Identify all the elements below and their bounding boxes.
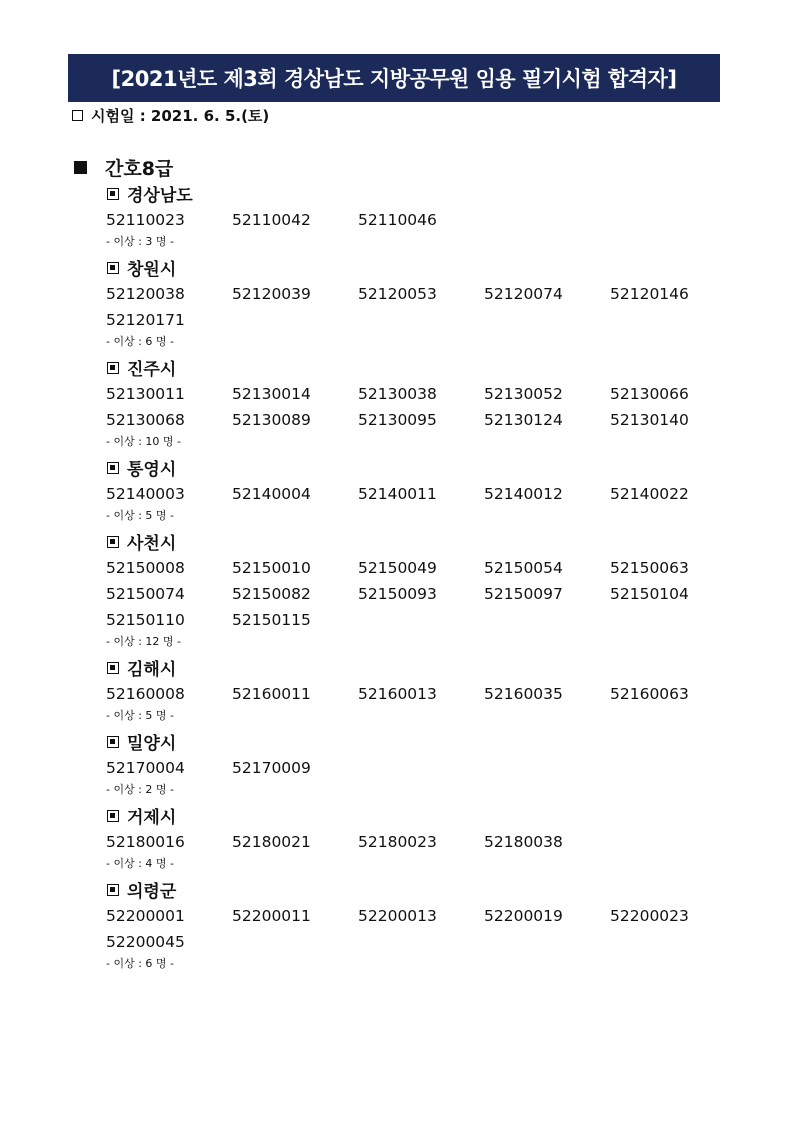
candidate-number: 52170009 — [232, 759, 311, 777]
boxed-square-icon — [107, 736, 119, 748]
candidate-number-grid — [106, 481, 746, 507]
candidate-number: 52130089 — [232, 411, 311, 429]
candidate-number: 52150097 — [484, 585, 563, 603]
region-section — [106, 654, 746, 728]
filled-square-icon — [74, 161, 87, 174]
candidate-number: 52170004 — [106, 759, 185, 777]
candidate-number: 52150063 — [610, 559, 689, 577]
region-count: - 이상 : 2 명 - — [106, 783, 175, 796]
candidate-number-grid — [106, 681, 746, 707]
candidate-number: 52140012 — [484, 485, 563, 503]
candidate-number: 52200011 — [232, 907, 311, 925]
region-name: 통영시 — [127, 460, 177, 480]
region-count: - 이상 : 10 명 - — [106, 435, 182, 448]
exam-date-text: 시험일 : 2021. 6. 5.(토) — [91, 107, 270, 125]
candidate-number: 52140003 — [106, 485, 185, 503]
boxed-square-icon — [107, 262, 119, 274]
candidate-number-grid — [106, 555, 746, 633]
candidate-number: 52200023 — [610, 907, 689, 925]
candidate-number-grid — [106, 381, 746, 433]
candidate-number: 52150104 — [610, 585, 689, 603]
candidate-number: 52120039 — [232, 285, 311, 303]
region-heading — [106, 654, 746, 681]
candidate-number: 52130014 — [232, 385, 311, 403]
candidate-number: 52160035 — [484, 685, 563, 703]
candidate-number: 52110042 — [232, 211, 311, 229]
candidate-number: 52200001 — [106, 907, 185, 925]
candidate-number-grid — [106, 829, 746, 855]
candidate-number: 52150008 — [106, 559, 185, 577]
candidate-number: 52140011 — [358, 485, 437, 503]
candidate-number: 52150110 — [106, 611, 185, 629]
region-heading — [106, 876, 746, 903]
region-count: - 이상 : 6 명 - — [106, 957, 175, 970]
candidate-number: 52130066 — [610, 385, 689, 403]
candidate-number: 52200045 — [106, 933, 185, 951]
candidate-number: 52180038 — [484, 833, 563, 851]
region-name: 밀양시 — [127, 734, 177, 754]
candidate-number: 52200019 — [484, 907, 563, 925]
region-heading — [106, 802, 746, 829]
region-name: 경상남도 — [127, 186, 193, 206]
candidate-number: 52120146 — [610, 285, 689, 303]
candidate-number: 52150054 — [484, 559, 563, 577]
title-banner — [68, 54, 720, 102]
candidate-number: 52160063 — [610, 685, 689, 703]
candidate-number: 52180016 — [106, 833, 185, 851]
region-heading — [106, 728, 746, 755]
candidate-number: 52160013 — [358, 685, 437, 703]
candidate-number: 52160011 — [232, 685, 311, 703]
region-section — [106, 454, 746, 528]
region-section — [106, 354, 746, 454]
region-count: - 이상 : 3 명 - — [106, 235, 175, 248]
candidate-number: 52180021 — [232, 833, 311, 851]
region-count: - 이상 : 6 명 - — [106, 335, 175, 348]
category-label: 간호8급 — [105, 158, 174, 180]
candidate-number: 52130140 — [610, 411, 689, 429]
region-list — [106, 180, 746, 976]
candidate-number: 52130011 — [106, 385, 185, 403]
region-count: - 이상 : 4 명 - — [106, 857, 175, 870]
candidate-number: 52110023 — [106, 211, 185, 229]
candidate-number: 52120171 — [106, 311, 185, 329]
candidate-number: 52150093 — [358, 585, 437, 603]
region-name: 사천시 — [127, 534, 177, 554]
candidate-number: 52150074 — [106, 585, 185, 603]
region-heading — [106, 354, 746, 381]
region-name: 거제시 — [127, 808, 177, 828]
region-section — [106, 180, 746, 254]
candidate-number: 52160008 — [106, 685, 185, 703]
region-count: - 이상 : 12 명 - — [106, 635, 182, 648]
region-section — [106, 254, 746, 354]
region-name: 김해시 — [127, 660, 177, 680]
boxed-square-icon — [107, 810, 119, 822]
boxed-square-icon — [107, 462, 119, 474]
region-name: 의령군 — [127, 882, 177, 902]
region-section — [106, 876, 746, 976]
candidate-number-grid — [106, 281, 746, 333]
boxed-square-icon — [107, 536, 119, 548]
candidate-number: 52140022 — [610, 485, 689, 503]
region-name: 진주시 — [127, 360, 177, 380]
candidate-number: 52130052 — [484, 385, 563, 403]
region-heading — [106, 454, 746, 481]
candidate-number-grid — [106, 903, 746, 955]
region-name: 창원시 — [127, 260, 177, 280]
region-section — [106, 528, 746, 654]
candidate-number: 52150049 — [358, 559, 437, 577]
boxed-square-icon — [107, 662, 119, 674]
candidate-number: 52130124 — [484, 411, 563, 429]
candidate-number: 52130095 — [358, 411, 437, 429]
region-section — [106, 802, 746, 876]
candidate-number: 52140004 — [232, 485, 311, 503]
candidate-number-grid — [106, 207, 746, 233]
page-title: [2021년도 제3회 경상남도 지방공무원 임용 필기시험 합격자] — [111, 67, 677, 91]
category-heading — [74, 154, 173, 181]
candidate-number: 52110046 — [358, 211, 437, 229]
candidate-number: 52120038 — [106, 285, 185, 303]
candidate-number: 52120053 — [358, 285, 437, 303]
candidate-number: 52130068 — [106, 411, 185, 429]
candidate-number: 52150115 — [232, 611, 311, 629]
region-heading — [106, 180, 746, 207]
candidate-number-grid — [106, 755, 746, 781]
boxed-square-icon — [107, 362, 119, 374]
region-section — [106, 728, 746, 802]
region-heading — [106, 254, 746, 281]
boxed-square-icon — [107, 188, 119, 200]
candidate-number: 52200013 — [358, 907, 437, 925]
boxed-square-icon — [107, 884, 119, 896]
candidate-number: 52150082 — [232, 585, 311, 603]
region-count: - 이상 : 5 명 - — [106, 509, 175, 522]
region-heading — [106, 528, 746, 555]
candidate-number: 52130038 — [358, 385, 437, 403]
region-count: - 이상 : 5 명 - — [106, 709, 175, 722]
candidate-number: 52180023 — [358, 833, 437, 851]
empty-square-icon — [72, 110, 83, 121]
candidate-number: 52120074 — [484, 285, 563, 303]
candidate-number: 52150010 — [232, 559, 311, 577]
exam-date-line — [72, 105, 269, 126]
